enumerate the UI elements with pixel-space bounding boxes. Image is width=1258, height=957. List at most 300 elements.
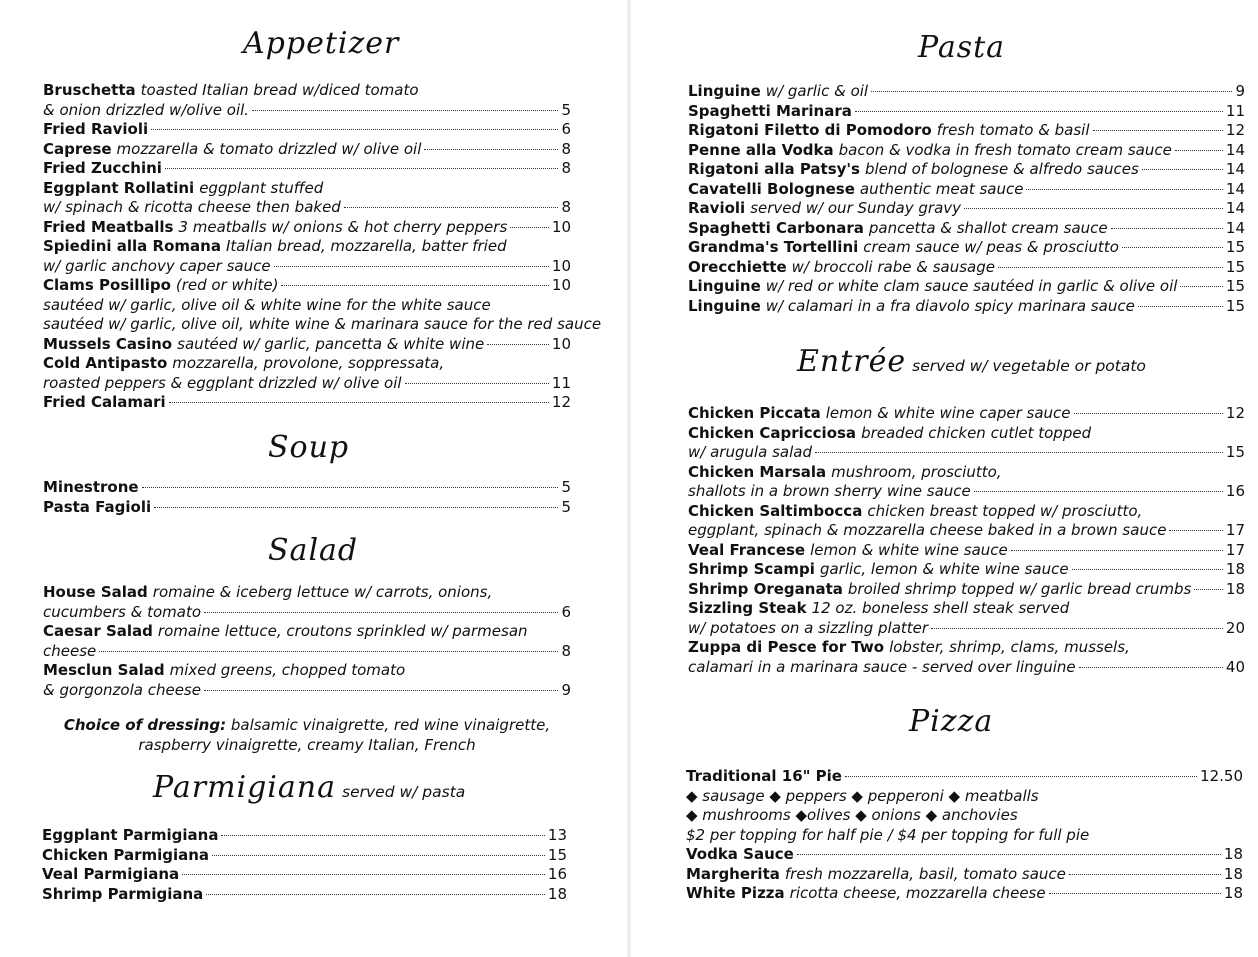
- item-name: Cavatelli Bolognese: [688, 179, 855, 198]
- item-description: w/ red or white clam sauce sautéed in garlic & olive oil: [765, 277, 1178, 295]
- item-description: shallots in a brown sherry wine sauce: [688, 482, 971, 500]
- item-name: Fried Zucchini: [43, 159, 162, 177]
- item-description: served w/ our Sunday gravy: [750, 199, 962, 217]
- item-price: 14: [1225, 160, 1245, 178]
- dot-leader: [964, 208, 1223, 209]
- item-line: [42, 846, 567, 866]
- pizza-list: [686, 767, 1243, 904]
- item-line: [43, 257, 571, 277]
- menu-item: [43, 218, 571, 238]
- menu-item: [42, 885, 567, 905]
- item-line: [686, 845, 1243, 865]
- item-name: Eggplant Rollatini: [43, 178, 195, 197]
- dot-leader: [815, 452, 1223, 453]
- item-line: [43, 622, 571, 642]
- item-note: ◆ sausage ◆ peppers ◆ pepperoni ◆ meatballs: [686, 786, 1039, 805]
- dot-leader: [212, 855, 545, 856]
- item-description: calamari in a marinara sauce - served over linguine: [688, 657, 1076, 676]
- item-price: 11: [551, 373, 571, 392]
- item-description: mozzarella, provolone, soppressata,: [172, 354, 445, 372]
- menu-item: [43, 179, 571, 218]
- right-menu-page: [629, 0, 1258, 957]
- salad-heading: Salad: [268, 533, 359, 568]
- item-description: lemon & white wine caper sauce: [825, 404, 1071, 422]
- item-line: [688, 102, 1245, 122]
- dot-leader: [797, 854, 1221, 855]
- item-name: Shrimp Scampi: [688, 560, 815, 578]
- item-name: Veal Francese: [688, 540, 806, 559]
- item-price: 5: [561, 478, 571, 496]
- dot-leader: [1138, 306, 1223, 307]
- dot-leader: [487, 344, 549, 345]
- dot-leader: [845, 776, 1197, 777]
- dot-leader: [1194, 589, 1223, 590]
- item-name: Chicken Marsala: [688, 462, 827, 481]
- item-name: Chicken Saltimbocca: [688, 501, 863, 520]
- dot-leader: [221, 835, 544, 836]
- dressing-label: Choice of dressing:: [63, 716, 227, 734]
- dot-leader: [165, 168, 559, 169]
- item-line: [686, 884, 1243, 904]
- item-name: House Salad: [43, 583, 148, 601]
- item-price: 15: [1225, 296, 1245, 315]
- item-description: & gorgonzola cheese: [43, 680, 201, 699]
- item-line: [43, 198, 571, 218]
- item-description: sautéed w/ garlic, pancetta & white wine: [177, 334, 485, 353]
- item-price: 6: [561, 602, 571, 621]
- item-name: Shrimp Oreganata: [688, 579, 843, 598]
- item-price: 8: [561, 159, 571, 177]
- item-line: [43, 374, 571, 394]
- menu-item: [688, 219, 1245, 239]
- salad-list: [43, 583, 571, 700]
- item-line: [43, 661, 571, 681]
- item-line: [688, 121, 1245, 141]
- item-description: eggplant stuffed: [199, 178, 324, 197]
- item-description: Italian bread, mozzarella, batter fried: [225, 237, 507, 255]
- menu-item: [688, 102, 1245, 122]
- item-price: 14: [1225, 218, 1245, 237]
- item-name: Caesar Salad: [43, 622, 153, 640]
- menu-item: [43, 583, 571, 622]
- item-name: Spiedini alla Romana: [43, 237, 221, 255]
- dot-leader: [405, 383, 549, 384]
- dot-leader: [1122, 247, 1223, 248]
- item-note: $2 per topping for half pie / $4 per topping for full pie: [686, 825, 1090, 844]
- item-price: 40: [1225, 657, 1245, 676]
- item-name: Linguine: [688, 82, 761, 100]
- dot-leader: [274, 266, 549, 267]
- menu-item: [688, 277, 1245, 297]
- dot-leader: [281, 285, 548, 286]
- item-note: sautéed w/ garlic, olive oil & white wine for the white sauce: [43, 295, 491, 314]
- item-line: [688, 599, 1245, 619]
- item-line: [688, 199, 1245, 219]
- dot-leader: [154, 507, 558, 508]
- item-name: Rigatoni alla Patsy's: [688, 160, 860, 178]
- item-price: 18: [1223, 845, 1243, 863]
- dot-leader: [510, 227, 549, 228]
- item-price: 18: [1225, 560, 1245, 578]
- item-price: 12: [1225, 121, 1245, 139]
- item-description: breaded chicken cutlet topped: [861, 423, 1092, 442]
- item-description: (red or white): [175, 276, 279, 294]
- item-price: 10: [551, 276, 571, 294]
- menu-item: [688, 463, 1245, 502]
- item-price: 13: [547, 826, 567, 844]
- appetizer-list: [43, 81, 602, 413]
- item-line: [43, 642, 571, 662]
- item-price: 15: [1225, 238, 1245, 256]
- soup-list: [43, 478, 571, 517]
- entree-subtitle: served w/ vegetable or potato: [912, 357, 1146, 375]
- menu-item: [688, 580, 1245, 600]
- item-line: [43, 237, 571, 257]
- item-description: mixed greens, chopped tomato: [169, 661, 406, 679]
- item-line: [43, 583, 571, 603]
- pasta-heading: Pasta: [918, 30, 1006, 65]
- dot-leader: [974, 491, 1223, 492]
- item-name: Ravioli: [688, 199, 746, 217]
- menu-item: [688, 541, 1245, 561]
- entree-list: [688, 404, 1245, 677]
- item-description: w/ broccoli rabe & sausage: [791, 257, 995, 276]
- item-line: [688, 258, 1245, 278]
- item-name: Orecchiette: [688, 257, 787, 276]
- dot-leader: [99, 651, 558, 652]
- item-line: [688, 580, 1245, 600]
- item-name: Chicken Parmigiana: [42, 845, 210, 864]
- item-price: 14: [1225, 140, 1245, 159]
- dressing-line1: balsamic vinaigrette, red wine vinaigrette,: [230, 716, 551, 734]
- item-name: Fried Calamari: [43, 393, 166, 411]
- menu-item: [688, 258, 1245, 278]
- menu-item: [43, 159, 571, 179]
- menu-item: [43, 354, 571, 393]
- item-description: authentic meat sauce: [859, 179, 1024, 198]
- menu-item: [43, 120, 571, 140]
- appetizer-heading: Appetizer: [243, 26, 400, 61]
- dot-leader: [855, 111, 1223, 112]
- dot-leader: [1111, 228, 1223, 229]
- menu-item: [43, 237, 571, 276]
- dot-leader: [1169, 530, 1222, 531]
- item-price: 17: [1225, 540, 1245, 559]
- item-line: [688, 180, 1245, 200]
- dot-leader: [1180, 286, 1222, 287]
- item-price: 17: [1225, 521, 1245, 539]
- item-price: 15: [1225, 277, 1245, 295]
- item-line: [43, 120, 571, 140]
- menu-item: [688, 238, 1245, 258]
- item-price: 12: [1225, 404, 1245, 422]
- menu-item: [688, 297, 1245, 317]
- item-description: fresh tomato & basil: [936, 121, 1090, 139]
- item-line: [42, 865, 567, 885]
- menu-item: [688, 141, 1245, 161]
- item-line: [688, 404, 1245, 424]
- menu-item: [688, 599, 1245, 638]
- item-price: 5: [561, 497, 571, 516]
- item-name: Linguine: [688, 277, 761, 295]
- dot-leader: [424, 149, 558, 150]
- item-line: [43, 681, 571, 701]
- item-line: [688, 141, 1245, 161]
- item-line: [688, 160, 1245, 180]
- item-description: mozzarella & tomato drizzled w/ olive oil: [116, 139, 422, 158]
- menu-item: [688, 502, 1245, 541]
- item-price: 9: [1235, 82, 1245, 100]
- item-price: 20: [1225, 618, 1245, 637]
- menu-item: [43, 81, 571, 120]
- item-line: [43, 81, 571, 101]
- item-name: Linguine: [688, 296, 761, 315]
- menu-item: [43, 335, 571, 355]
- dot-leader: [871, 91, 1232, 92]
- item-line: [688, 424, 1245, 444]
- menu-item: [43, 393, 571, 413]
- item-description: toasted Italian bread w/diced tomato: [140, 81, 419, 99]
- item-description: bacon & vodka in fresh tomato cream sauce: [838, 140, 1172, 159]
- item-line: [688, 277, 1245, 297]
- menu-item: [688, 404, 1245, 424]
- item-line: [688, 219, 1245, 239]
- item-line: [688, 619, 1245, 639]
- item-line: [688, 443, 1245, 463]
- dot-leader: [151, 129, 558, 130]
- item-price: 15: [1225, 257, 1245, 276]
- item-description: chicken breast topped w/ prosciutto,: [867, 501, 1143, 520]
- item-price: 15: [547, 845, 567, 864]
- item-line: [43, 179, 571, 199]
- dot-leader: [1069, 874, 1221, 875]
- item-note: sautéed w/ garlic, olive oil, white wine & marinara sauce for the red sauce: [43, 315, 602, 333]
- menu-item: [42, 846, 567, 866]
- dressing-note: [43, 716, 571, 755]
- item-name: Bruschetta: [43, 81, 136, 99]
- item-description: romaine lettuce, croutons sprinkled w/ parmesan: [157, 622, 528, 640]
- item-note: ◆ mushrooms ◆olives ◆ onions ◆ anchovies: [686, 806, 1018, 824]
- item-description: ricotta cheese, mozzarella cheese: [789, 884, 1046, 902]
- item-name: Vodka Sauce: [686, 845, 794, 863]
- item-name: Eggplant Parmigiana: [42, 826, 219, 844]
- item-line: [43, 498, 571, 518]
- item-line: [686, 865, 1243, 885]
- item-description: cucumbers & tomato: [43, 602, 202, 621]
- item-price: 14: [1225, 199, 1245, 217]
- item-description: w/ garlic & oil: [765, 82, 869, 100]
- item-line: [42, 826, 567, 846]
- dot-leader: [169, 402, 549, 403]
- item-line: [688, 638, 1245, 658]
- item-price: 15: [1225, 443, 1245, 461]
- item-line: [43, 159, 571, 179]
- item-name: Clams Posillipo: [43, 276, 171, 294]
- item-description: w/ spinach & ricotta cheese then baked: [43, 198, 341, 216]
- item-line: [688, 297, 1245, 317]
- item-line: [43, 393, 571, 413]
- item-name: Grandma's Tortellini: [688, 238, 859, 256]
- dot-leader: [1026, 189, 1222, 190]
- item-line: [688, 482, 1245, 502]
- item-description: blend of bolognese & alfredo sauces: [864, 160, 1139, 178]
- menu-item: [43, 661, 571, 700]
- item-name: Spaghetti Carbonara: [688, 218, 864, 237]
- dot-leader: [1175, 150, 1223, 151]
- dot-leader: [252, 110, 558, 111]
- item-price: 8: [561, 198, 571, 216]
- dot-leader: [1011, 550, 1223, 551]
- dot-leader: [931, 628, 1223, 629]
- item-line: [688, 238, 1245, 258]
- item-description: broiled shrimp topped w/ garlic bread crumbs: [847, 579, 1192, 598]
- item-name: Mesclun Salad: [43, 661, 165, 679]
- item-price: 8: [561, 139, 571, 158]
- dot-leader: [1072, 569, 1223, 570]
- item-name: White Pizza: [686, 884, 785, 902]
- dot-leader: [182, 874, 545, 875]
- menu-item: [43, 140, 571, 160]
- item-description: w/ calamari in a fra diavolo spicy marinara sauce: [765, 296, 1135, 315]
- menu-item: [686, 865, 1243, 885]
- item-price: 18: [1223, 884, 1243, 902]
- dot-leader: [1074, 413, 1223, 414]
- item-line: [43, 603, 571, 623]
- item-description: & onion drizzled w/olive oil.: [43, 100, 250, 119]
- menu-item: [688, 121, 1245, 141]
- item-description: fresh mozzarella, basil, tomato sauce: [784, 864, 1066, 883]
- item-name: Minestrone: [43, 478, 139, 496]
- item-line: [43, 218, 571, 238]
- item-price: 6: [561, 120, 571, 138]
- pasta-list: [688, 82, 1245, 316]
- dot-leader: [344, 207, 559, 208]
- item-description: w/ arugula salad: [688, 443, 812, 461]
- item-line: [688, 82, 1245, 102]
- item-price: 16: [1225, 482, 1245, 500]
- item-description: romaine & iceberg lettuce w/ carrots, onions,: [152, 583, 493, 601]
- item-line: [688, 521, 1245, 541]
- item-line: [43, 478, 571, 498]
- item-name: Pasta Fagioli: [43, 497, 152, 516]
- item-description: mushroom, prosciutto,: [831, 462, 1002, 481]
- item-line: [688, 541, 1245, 561]
- menu-item: [688, 199, 1245, 219]
- item-line: [42, 885, 567, 905]
- dot-leader: [204, 612, 558, 613]
- item-name: Spaghetti Marinara: [688, 101, 852, 120]
- item-name: Cold Antipasto: [43, 354, 168, 372]
- item-description: w/ potatoes on a sizzling platter: [688, 618, 929, 637]
- item-line: [43, 276, 571, 296]
- item-line: [686, 767, 1243, 787]
- item-price: 10: [551, 334, 571, 353]
- item-line: [43, 101, 571, 121]
- item-name: Penne alla Vodka: [688, 140, 834, 159]
- item-name: Chicken Piccata: [688, 404, 821, 422]
- menu-item: [43, 622, 571, 661]
- item-line: [43, 140, 571, 160]
- menu-item: [688, 160, 1245, 180]
- item-line: [688, 502, 1245, 522]
- item-price: 12.50: [1200, 767, 1243, 785]
- item-name: Margherita: [686, 864, 780, 883]
- dot-leader: [204, 690, 558, 691]
- item-description: cheese: [43, 641, 97, 660]
- dot-leader: [1049, 893, 1221, 894]
- menu-item: [688, 560, 1245, 580]
- item-price: 10: [551, 256, 571, 275]
- menu-item: [686, 884, 1243, 904]
- item-description: 12 oz. boneless shell steak served: [811, 599, 1070, 617]
- dot-leader: [1079, 667, 1223, 668]
- menu-item: [42, 865, 567, 885]
- item-name: Mussels Casino: [43, 334, 173, 353]
- dot-leader: [142, 487, 559, 488]
- item-price: 16: [547, 865, 567, 883]
- item-description: garlic, lemon & white wine sauce: [819, 560, 1069, 578]
- item-price: 5: [561, 100, 571, 119]
- item-name: Sizzling Steak: [688, 599, 807, 617]
- item-price: 8: [561, 641, 571, 660]
- item-name: Fried Ravioli: [43, 120, 149, 138]
- item-name: Caprese: [43, 139, 112, 158]
- menu-item: [686, 845, 1243, 865]
- item-line: [688, 463, 1245, 483]
- item-description: 3 meatballs w/ onions & hot cherry peppers: [178, 217, 508, 236]
- item-description: w/ garlic anchovy caper sauce: [43, 256, 271, 275]
- menu-item: [43, 478, 571, 498]
- item-price: 12: [551, 393, 571, 411]
- item-name: Veal Parmigiana: [42, 865, 180, 883]
- menu-item: [42, 826, 567, 846]
- item-description: pancetta & shallot cream sauce: [868, 218, 1108, 237]
- item-name: Rigatoni Filetto di Pomodoro: [688, 121, 932, 139]
- dot-leader: [206, 894, 545, 895]
- menu-item: [43, 498, 571, 518]
- item-name: Traditional 16" Pie: [686, 767, 842, 785]
- item-line: [43, 335, 571, 355]
- item-description: cream sauce w/ peas & prosciutto: [863, 238, 1119, 256]
- item-line: [688, 658, 1245, 678]
- item-description: eggplant, spinach & mozzarella cheese baked in a brown sauce: [688, 521, 1167, 539]
- parmigiana-subtitle: served w/ pasta: [342, 783, 466, 801]
- item-description: lemon & white wine sauce: [810, 540, 1008, 559]
- item-name: Chicken Capricciosa: [688, 423, 857, 442]
- item-description: roasted peppers & eggplant drizzled w/ olive oil: [43, 373, 402, 392]
- parmigiana-heading: Parmigiana served w/ pasta: [153, 770, 466, 805]
- item-line: [43, 354, 571, 374]
- item-name: Shrimp Parmigiana: [42, 884, 204, 903]
- dot-leader: [1142, 169, 1223, 170]
- menu-item: [43, 276, 602, 335]
- pizza-heading: Pizza: [909, 704, 994, 739]
- item-line: [688, 560, 1245, 580]
- soup-heading: Soup: [268, 430, 350, 465]
- menu-item: [688, 424, 1245, 463]
- dressing-line2: raspberry vinaigrette, creamy Italian, French: [138, 735, 476, 754]
- item-name: Fried Meatballs: [43, 217, 174, 236]
- item-name: Zuppa di Pesce for Two: [688, 638, 885, 656]
- menu-item: [688, 82, 1245, 102]
- item-price: 18: [547, 884, 567, 903]
- item-price: 9: [561, 680, 571, 699]
- dot-leader: [1093, 130, 1223, 131]
- menu-item: [688, 180, 1245, 200]
- item-price: 18: [1223, 864, 1243, 883]
- item-description: lobster, shrimp, clams, mussels,: [889, 638, 1130, 656]
- menu-item: [688, 638, 1245, 677]
